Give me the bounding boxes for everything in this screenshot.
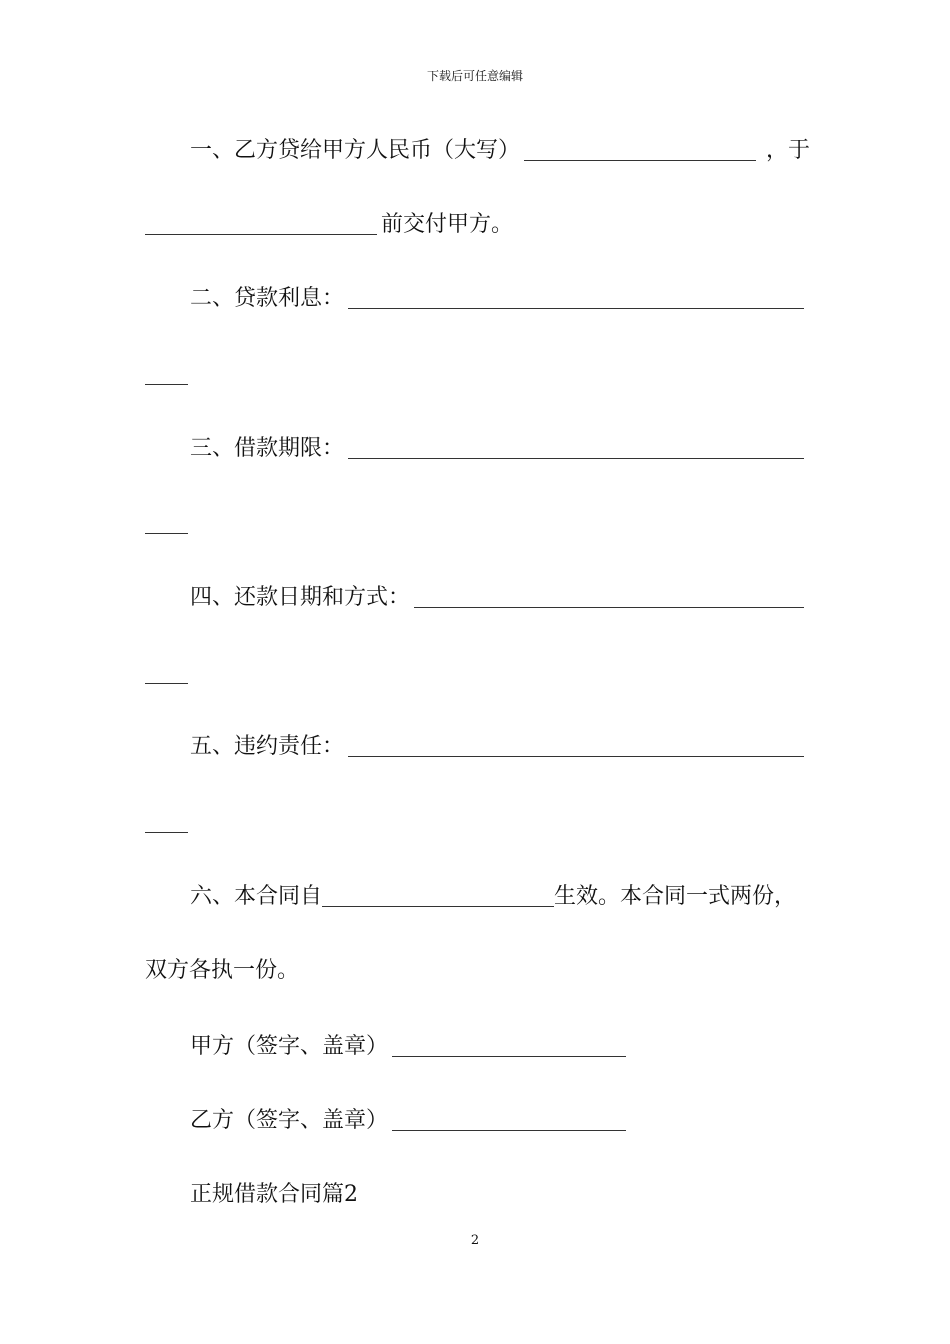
party-a-signature-blank[interactable]: [392, 1036, 626, 1057]
clause-4-rule-continuation: [145, 683, 188, 684]
party-b-signature-blank[interactable]: [392, 1110, 626, 1131]
clause-2-label: 二、贷款利息：: [190, 286, 345, 311]
clause-6-continuation: [145, 958, 299, 984]
clause-1-lead: 一、乙方贷给甲方人民币（大写）: [190, 138, 521, 163]
clause-6-cont: 双方各执一份。: [145, 958, 300, 983]
party-b-signature-line: [190, 1108, 630, 1134]
effective-date-blank[interactable]: [322, 886, 554, 907]
clause-6-lead: 六、本合同自: [190, 884, 323, 909]
party-a-signature-line: [190, 1034, 630, 1060]
repayment-blank[interactable]: [414, 587, 804, 608]
interest-blank[interactable]: [348, 288, 804, 309]
page-number: 2: [470, 1233, 480, 1248]
clause-1-tail: ，于: [766, 138, 811, 163]
clause-1-line: [190, 138, 810, 164]
clause-4-label: 四、还款日期和方式：: [190, 585, 411, 610]
next-section-title: [190, 1182, 358, 1208]
liability-blank[interactable]: [348, 736, 804, 757]
clause-3-label: 三、借款期限：: [190, 436, 345, 461]
delivery-date-blank[interactable]: [145, 214, 377, 235]
clause-1-cont: 前交付甲方。: [381, 212, 514, 237]
clause-2-line: [190, 286, 808, 312]
clause-1-continuation: [145, 212, 513, 238]
clause-6-tail: 生效。本合同一式两份，: [554, 884, 797, 909]
header-note: 下载后可任意编辑: [426, 69, 523, 83]
clause-5-label: 五、违约责任：: [190, 734, 345, 759]
clause-6-line: [190, 884, 796, 910]
clause-5-line: [190, 734, 808, 760]
clause-4-line: [190, 585, 808, 611]
clause-2-rule-continuation: [145, 384, 188, 385]
term-blank[interactable]: [348, 438, 804, 459]
clause-3-rule-continuation: [145, 533, 188, 534]
clause-5-rule-continuation: [145, 832, 188, 833]
clause-3-line: [190, 436, 808, 462]
amount-blank[interactable]: [524, 140, 756, 161]
next-section-title-text: 正规借款合同篇2: [190, 1182, 358, 1207]
party-b-label: 乙方（签字、盖章）: [190, 1108, 389, 1133]
party-a-label: 甲方（签字、盖章）: [190, 1034, 389, 1059]
